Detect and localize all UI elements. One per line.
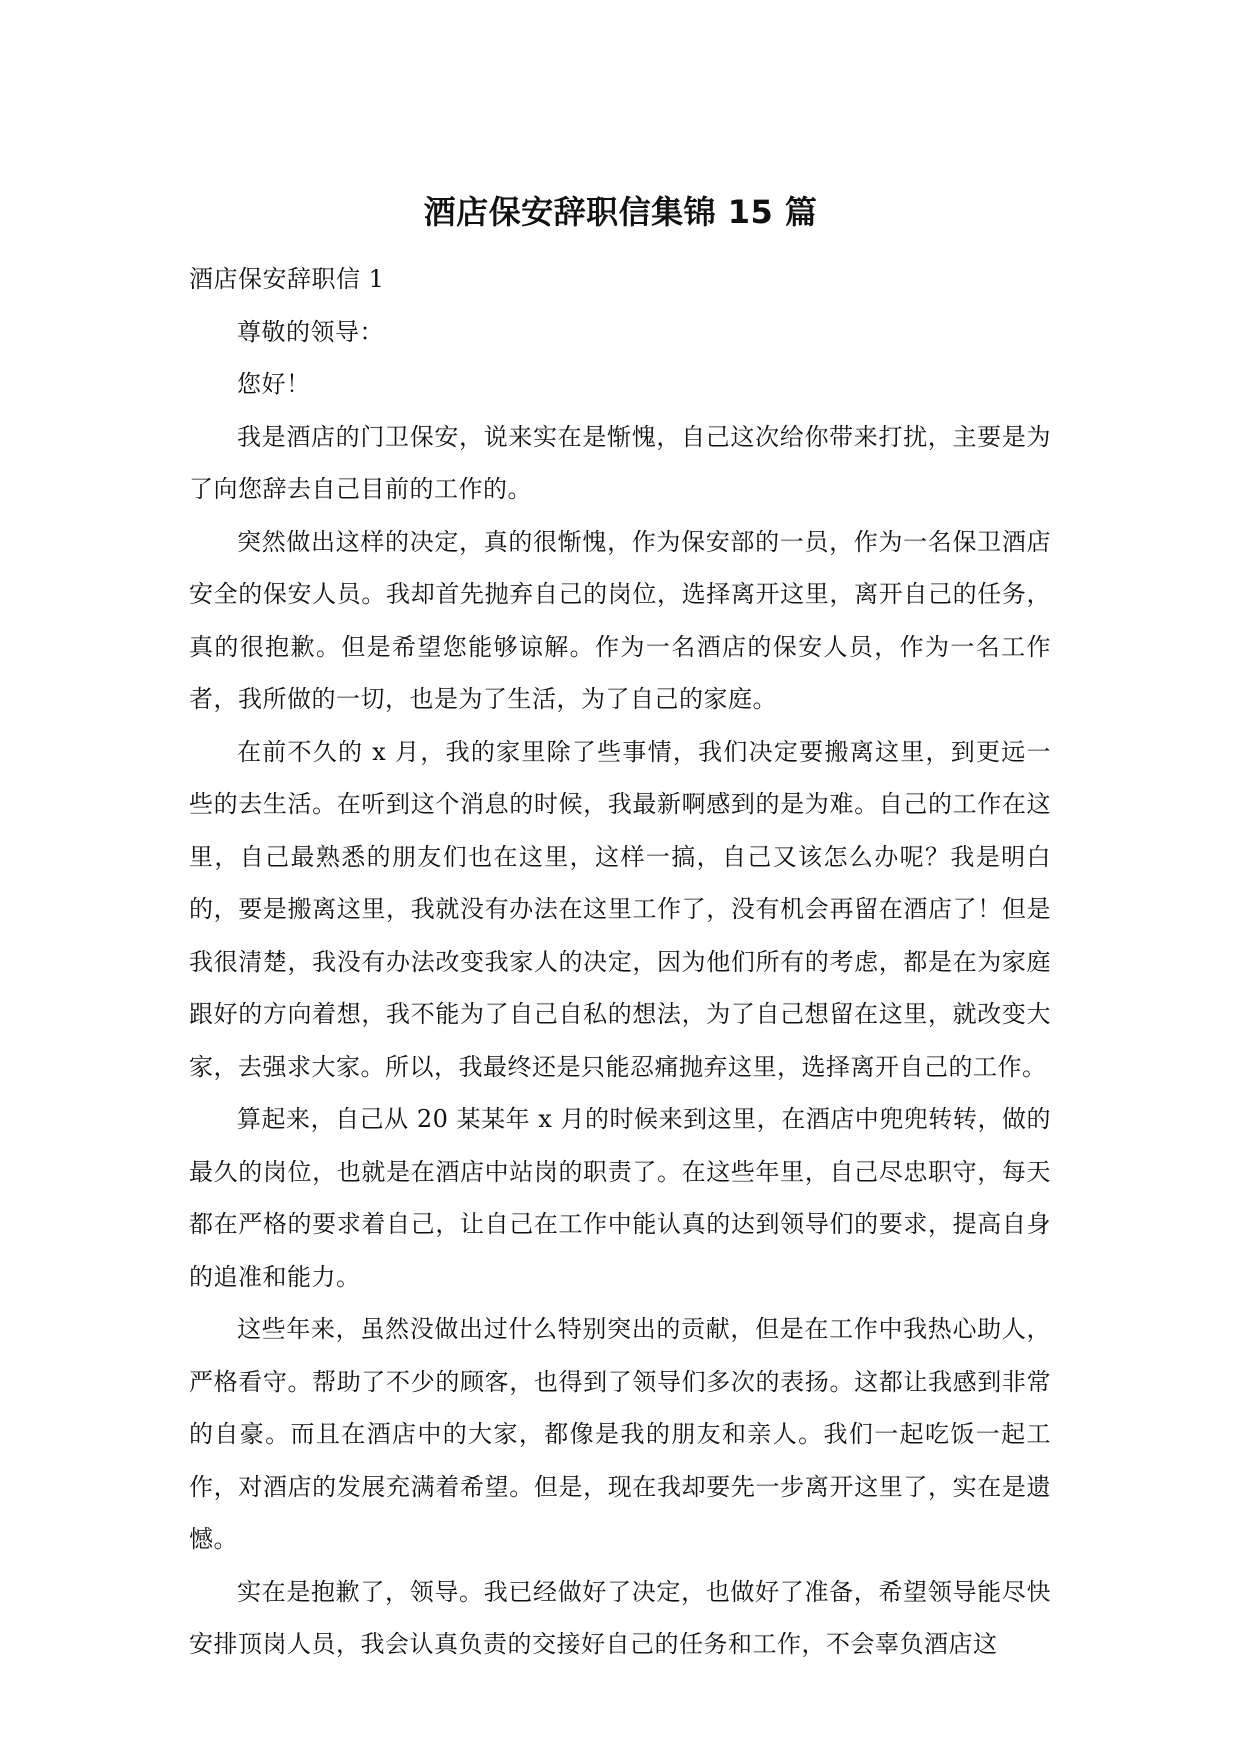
body-paragraph: 在前不久的 x 月，我的家里除了些事情，我们决定要搬离这里，到更远一些的去生活。在听到这个消息的时候，我最新啊感到的是为难。自己的工作在这里，自己最熟悉的朋友们也在这里，这样一搞，自己又该怎么办呢？我是明白的，要是搬离这里，我就没有办法在这里工作了，没有机会再留在酒店了！但是我很清楚，我没有办法改变我家人的决定，因为他们所有的考虑，都是在为家庭跟好的方向着想，我不能为了自己自私的想法，为了自己想留在这里，就改变大家，去强求大家。所以，我最终还是只能忍痛抛弃这里，选择离开自己的工作。 <box>189 737 1051 1081</box>
body-paragraph: 我是酒店的门卫保安，说来实在是惭愧，自己这次给你带来打扰，主要是为了向您辞去自己目前的工作的。 <box>189 422 1051 503</box>
body-paragraph: 这些年来，虽然没做出过什么特别突出的贡献，但是在工作中我热心助人，严格看守。帮助了不少的顾客，也得到了领导们多次的表扬。这都让我感到非常的自豪。而且在酒店中的大家，都像是我的朋友和亲人。我们一起吃饭一起工作，对酒店的发展充满着希望。但是，现在我却要先一步离开这里了，实在是遗憾。 <box>189 1315 1051 1553</box>
body-paragraph: 突然做出这样的决定，真的很惭愧，作为保安部的一员，作为一名保卫酒店安全的保安人员。我却首先抛弃自己的岗位，选择离开这里，离开自己的任务，真的很抱歉。但是希望您能够谅解。作为一名酒店的保安人员，作为一名工作者，我所做的一切，也是为了生活，为了自己的家庭。 <box>189 527 1051 713</box>
document-body <box>189 253 1051 1671</box>
body-paragraph: 算起来，自己从 20 某某年 x 月的时候来到这里，在酒店中兜兜转转，做的最久的岗位，也就是在酒店中站岗的职责了。在这些年里，自己尽忠职守，每天都在严格的要求着自己，让自己在工作中能认真的达到领导们的要求，提高自身的追准和能力。 <box>189 1105 1051 1291</box>
salutation: 尊敬的领导： <box>237 317 384 346</box>
body-paragraph: 实在是抱歉了，领导。我已经做好了决定，也做好了准备，希望领导能尽快安排顶岗人员，我会认真负责的交接好自己的任务和工作，不会辜负酒店这 <box>189 1577 1051 1658</box>
section-title: 酒店保安辞职信 1 <box>189 265 385 293</box>
document-title: 酒店保安辞职信集锦 15 篇 <box>423 193 818 231</box>
greeting: 您好！ <box>237 370 311 398</box>
